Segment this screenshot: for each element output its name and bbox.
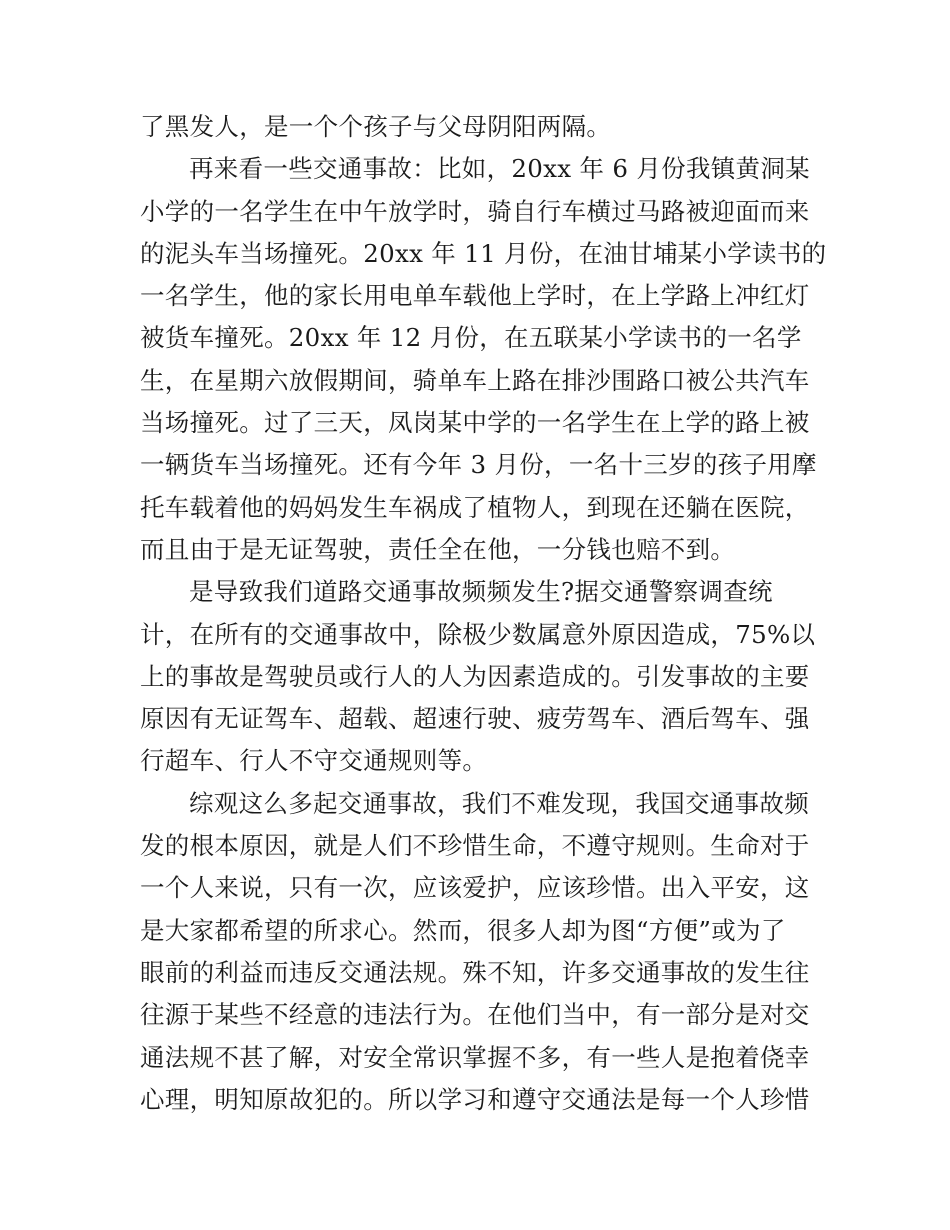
text-line: 原因有无证驾车、超载、超速行驶、疲劳驾车、酒后驾车、强 — [140, 704, 810, 734]
text-line: 是导致我们道路交通事故频频发生?据交通警察调查统 — [189, 577, 773, 607]
text-line: 小学的一名学生在中午放学时，骑自行车横过马路被迎面而来 — [140, 196, 810, 226]
text-line: 通法规不甚了解，对安全常识掌握不多，有一些人是抱着侥幸 — [140, 1042, 810, 1072]
text-line: 行超车、行人不守交通规则等。 — [140, 746, 488, 776]
text-line: 上的事故是驾驶员或行人的人为因素造成的。引发事故的主要 — [140, 661, 810, 691]
text-line: 心理，明知原故犯的。所以学习和遵守交通法是每一个人珍惜 — [140, 1084, 810, 1114]
text-line: 托车载着他的妈妈发生车祸成了植物人，到现在还躺在医院， — [140, 492, 810, 522]
text-line: 一名学生，他的家长用电单车载他上学时，在上学路上冲红灯 — [140, 281, 810, 311]
text-line: 一辆货车当场撞死。还有今年 3 月份，一名十三岁的孩子用摩 — [140, 450, 817, 480]
text-line: 当场撞死。过了三天，凤岗某中学的一名学生在上学的路上被 — [140, 408, 810, 438]
text-line: 综观这么多起交通事故，我们不难发现，我国交通事故频 — [189, 788, 809, 818]
text-line: 是大家都希望的所求心。然而，很多人却为图“方便”或为了 — [140, 915, 786, 945]
text-line: 发的根本原因，就是人们不珍惜生命，不遵守规则。生命对于 — [140, 831, 810, 861]
text-line: 眼前的利益而违反交通法规。殊不知，许多交通事故的发生往 — [140, 957, 810, 987]
text-line: 的泥头车当场撞死。20xx 年 11 月份，在油甘埔某小学读书的 — [140, 238, 827, 268]
text-line: 计，在所有的交通事故中，除极少数属意外原因造成，75%以 — [140, 619, 816, 649]
text-line: 被货车撞死。20xx 年 12 月份，在五联某小学读书的一名学 — [140, 323, 802, 353]
document-body — [140, 106, 827, 1121]
text-line: 往源于某些不经意的违法行为。在他们当中，有一部分是对交 — [140, 1000, 810, 1030]
text-line: 一个人来说，只有一次，应该爱护，应该珍惜。出入平安，这 — [140, 873, 810, 903]
text-line: 了黑发人，是一个个孩子与父母阴阳两隔。 — [140, 112, 612, 141]
text-line: 而且由于是无证驾驶，责任全在他，一分钱也赔不到。 — [140, 534, 736, 564]
text-line: 再来看一些交通事故：比如，20xx 年 6 月份我镇黄洞某 — [189, 154, 810, 184]
text-line: 生，在星期六放假期间，骑单车上路在排沙围路口被公共汽车 — [140, 365, 810, 395]
